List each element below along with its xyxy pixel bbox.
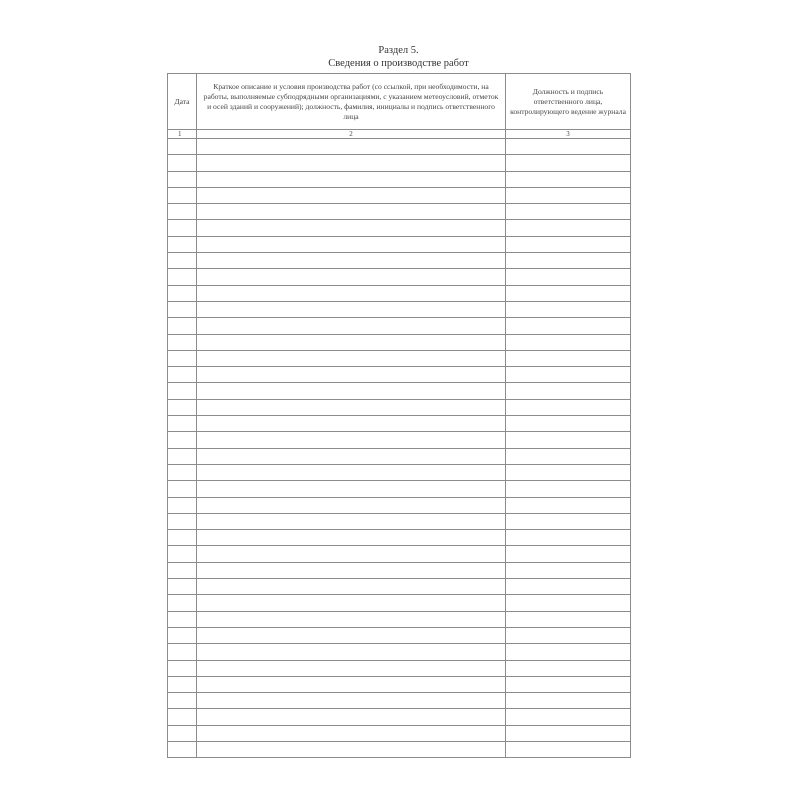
header-date: Дата [168, 74, 197, 130]
table-row [168, 139, 631, 155]
entry-date-cell[interactable] [168, 301, 197, 317]
entry-description-cell[interactable] [197, 171, 506, 187]
entry-supervisor-cell[interactable] [506, 660, 631, 676]
work-log-table [167, 73, 631, 758]
table-row [168, 660, 631, 676]
entry-supervisor-cell[interactable] [506, 579, 631, 595]
table-row [168, 269, 631, 285]
table-row [168, 448, 631, 464]
entry-description-cell[interactable] [197, 676, 506, 692]
entry-description-cell[interactable] [197, 464, 506, 480]
entry-supervisor-cell[interactable] [506, 139, 631, 155]
entry-date-cell[interactable] [168, 171, 197, 187]
entry-date-cell[interactable] [168, 399, 197, 415]
table-row [168, 187, 631, 203]
entry-supervisor-cell[interactable] [506, 497, 631, 513]
entry-supervisor-cell[interactable] [506, 171, 631, 187]
table-row [168, 530, 631, 546]
entry-supervisor-cell[interactable] [506, 464, 631, 480]
entry-supervisor-cell[interactable] [506, 595, 631, 611]
entry-description-cell[interactable] [197, 481, 506, 497]
header-work-description: Краткое описание и условия производства работ (со ссылкой, при необходимости, на работы, выполняемые субподрядными организациями, с указанием метеоусловий, отметок и осей зданий и сооружений); должность, фамилия, инициалы и подпись ответственного лица [197, 74, 506, 130]
entry-description-cell[interactable] [197, 350, 506, 366]
entry-description-cell[interactable] [197, 155, 506, 171]
header-supervisor: Должность и подпись ответственного лица, контролирующего ведение журнала [506, 74, 631, 130]
entry-supervisor-cell[interactable] [506, 399, 631, 415]
entry-date-cell[interactable] [168, 204, 197, 220]
table-row [168, 562, 631, 578]
table-row [168, 595, 631, 611]
table-row [168, 318, 631, 334]
table-row [168, 513, 631, 529]
entry-description-cell[interactable] [197, 139, 506, 155]
table-row [168, 301, 631, 317]
entry-description-cell[interactable] [197, 741, 506, 757]
table-row [168, 676, 631, 692]
entry-description-cell[interactable] [197, 416, 506, 432]
entry-supervisor-cell[interactable] [506, 204, 631, 220]
entry-description-cell[interactable] [197, 660, 506, 676]
table-row [168, 579, 631, 595]
entry-date-cell[interactable] [168, 611, 197, 627]
entry-supervisor-cell[interactable] [506, 432, 631, 448]
entry-date-cell[interactable] [168, 481, 197, 497]
entry-supervisor-cell[interactable] [506, 676, 631, 692]
entry-date-cell[interactable] [168, 660, 197, 676]
entry-description-cell[interactable] [197, 399, 506, 415]
entry-description-cell[interactable] [197, 285, 506, 301]
entry-date-cell[interactable] [168, 383, 197, 399]
table-row [168, 350, 631, 366]
entry-description-cell[interactable] [197, 562, 506, 578]
entry-supervisor-cell[interactable] [506, 350, 631, 366]
table-row [168, 611, 631, 627]
entry-supervisor-cell[interactable] [506, 301, 631, 317]
entry-date-cell[interactable] [168, 432, 197, 448]
entry-supervisor-cell[interactable] [506, 546, 631, 562]
table-row [168, 432, 631, 448]
entry-supervisor-cell[interactable] [506, 334, 631, 350]
entry-date-cell[interactable] [168, 530, 197, 546]
entry-date-cell[interactable] [168, 269, 197, 285]
entry-date-cell[interactable] [168, 709, 197, 725]
column-number-3: 3 [506, 130, 631, 139]
entry-supervisor-cell[interactable] [506, 530, 631, 546]
entry-date-cell[interactable] [168, 693, 197, 709]
column-number-2: 2 [197, 130, 506, 139]
entry-date-cell[interactable] [168, 497, 197, 513]
entry-description-cell[interactable] [197, 579, 506, 595]
entry-description-cell[interactable] [197, 236, 506, 252]
entry-date-cell[interactable] [168, 253, 197, 269]
entry-date-cell[interactable] [168, 155, 197, 171]
entry-date-cell[interactable] [168, 334, 197, 350]
table-row [168, 220, 631, 236]
entry-date-cell[interactable] [168, 741, 197, 757]
entry-supervisor-cell[interactable] [506, 481, 631, 497]
table-row [168, 334, 631, 350]
entry-supervisor-cell[interactable] [506, 383, 631, 399]
column-number-row [168, 130, 631, 139]
entry-description-cell[interactable] [197, 725, 506, 741]
table-header-row [168, 74, 631, 130]
table-row [168, 644, 631, 660]
entry-description-cell[interactable] [197, 253, 506, 269]
entry-date-cell[interactable] [168, 367, 197, 383]
table-row [168, 399, 631, 415]
entry-date-cell[interactable] [168, 187, 197, 203]
entry-description-cell[interactable] [197, 530, 506, 546]
entry-supervisor-cell[interactable] [506, 611, 631, 627]
entry-date-cell[interactable] [168, 318, 197, 334]
table-row [168, 253, 631, 269]
entry-date-cell[interactable] [168, 464, 197, 480]
entry-date-cell[interactable] [168, 627, 197, 643]
entry-date-cell[interactable] [168, 644, 197, 660]
entry-supervisor-cell[interactable] [506, 644, 631, 660]
table-row [168, 741, 631, 757]
entry-supervisor-cell[interactable] [506, 285, 631, 301]
entry-description-cell[interactable] [197, 301, 506, 317]
table-row [168, 155, 631, 171]
entry-supervisor-cell[interactable] [506, 220, 631, 236]
table-row [168, 171, 631, 187]
entry-description-cell[interactable] [197, 497, 506, 513]
table-row [168, 693, 631, 709]
table-row [168, 204, 631, 220]
table-row [168, 546, 631, 562]
entry-supervisor-cell[interactable] [506, 627, 631, 643]
entry-description-cell[interactable] [197, 318, 506, 334]
entry-date-cell[interactable] [168, 562, 197, 578]
table-row [168, 709, 631, 725]
entry-date-cell[interactable] [168, 220, 197, 236]
entry-date-cell[interactable] [168, 595, 197, 611]
table-row [168, 383, 631, 399]
entry-supervisor-cell[interactable] [506, 562, 631, 578]
entry-supervisor-cell[interactable] [506, 725, 631, 741]
entry-date-cell[interactable] [168, 546, 197, 562]
entry-supervisor-cell[interactable] [506, 513, 631, 529]
entry-description-cell[interactable] [197, 187, 506, 203]
entry-description-cell[interactable] [197, 269, 506, 285]
entry-description-cell[interactable] [197, 627, 506, 643]
entry-date-cell[interactable] [168, 448, 197, 464]
entry-supervisor-cell[interactable] [506, 236, 631, 252]
entry-description-cell[interactable] [197, 334, 506, 350]
table-row [168, 725, 631, 741]
entry-supervisor-cell[interactable] [506, 269, 631, 285]
entry-supervisor-cell[interactable] [506, 448, 631, 464]
entry-description-cell[interactable] [197, 546, 506, 562]
entry-description-cell[interactable] [197, 693, 506, 709]
table-row [168, 481, 631, 497]
entry-supervisor-cell[interactable] [506, 155, 631, 171]
column-number-1: 1 [168, 130, 197, 139]
table-row [168, 497, 631, 513]
entry-description-cell[interactable] [197, 220, 506, 236]
entry-description-cell[interactable] [197, 448, 506, 464]
entry-supervisor-cell[interactable] [506, 318, 631, 334]
entry-supervisor-cell[interactable] [506, 741, 631, 757]
entry-description-cell[interactable] [197, 513, 506, 529]
entry-description-cell[interactable] [197, 204, 506, 220]
entry-supervisor-cell[interactable] [506, 253, 631, 269]
table-row [168, 464, 631, 480]
table-row [168, 285, 631, 301]
entry-description-cell[interactable] [197, 709, 506, 725]
entry-date-cell[interactable] [168, 236, 197, 252]
entry-description-cell[interactable] [197, 367, 506, 383]
entry-date-cell[interactable] [168, 725, 197, 741]
entry-supervisor-cell[interactable] [506, 187, 631, 203]
table-row [168, 236, 631, 252]
entry-supervisor-cell[interactable] [506, 367, 631, 383]
table-row [168, 416, 631, 432]
entry-description-cell[interactable] [197, 644, 506, 660]
entry-description-cell[interactable] [197, 595, 506, 611]
entry-date-cell[interactable] [168, 579, 197, 595]
entry-date-cell[interactable] [168, 416, 197, 432]
table-row [168, 627, 631, 643]
entry-supervisor-cell[interactable] [506, 416, 631, 432]
entry-supervisor-cell[interactable] [506, 709, 631, 725]
entry-date-cell[interactable] [168, 139, 197, 155]
entry-description-cell[interactable] [197, 611, 506, 627]
section-label: Раздел 5. [378, 45, 419, 56]
entry-date-cell[interactable] [168, 676, 197, 692]
entry-supervisor-cell[interactable] [506, 693, 631, 709]
section-title: Сведения о производстве работ [328, 58, 469, 69]
table-row [168, 367, 631, 383]
entry-description-cell[interactable] [197, 432, 506, 448]
entry-date-cell[interactable] [168, 285, 197, 301]
entry-date-cell[interactable] [168, 513, 197, 529]
entry-description-cell[interactable] [197, 383, 506, 399]
entry-date-cell[interactable] [168, 350, 197, 366]
